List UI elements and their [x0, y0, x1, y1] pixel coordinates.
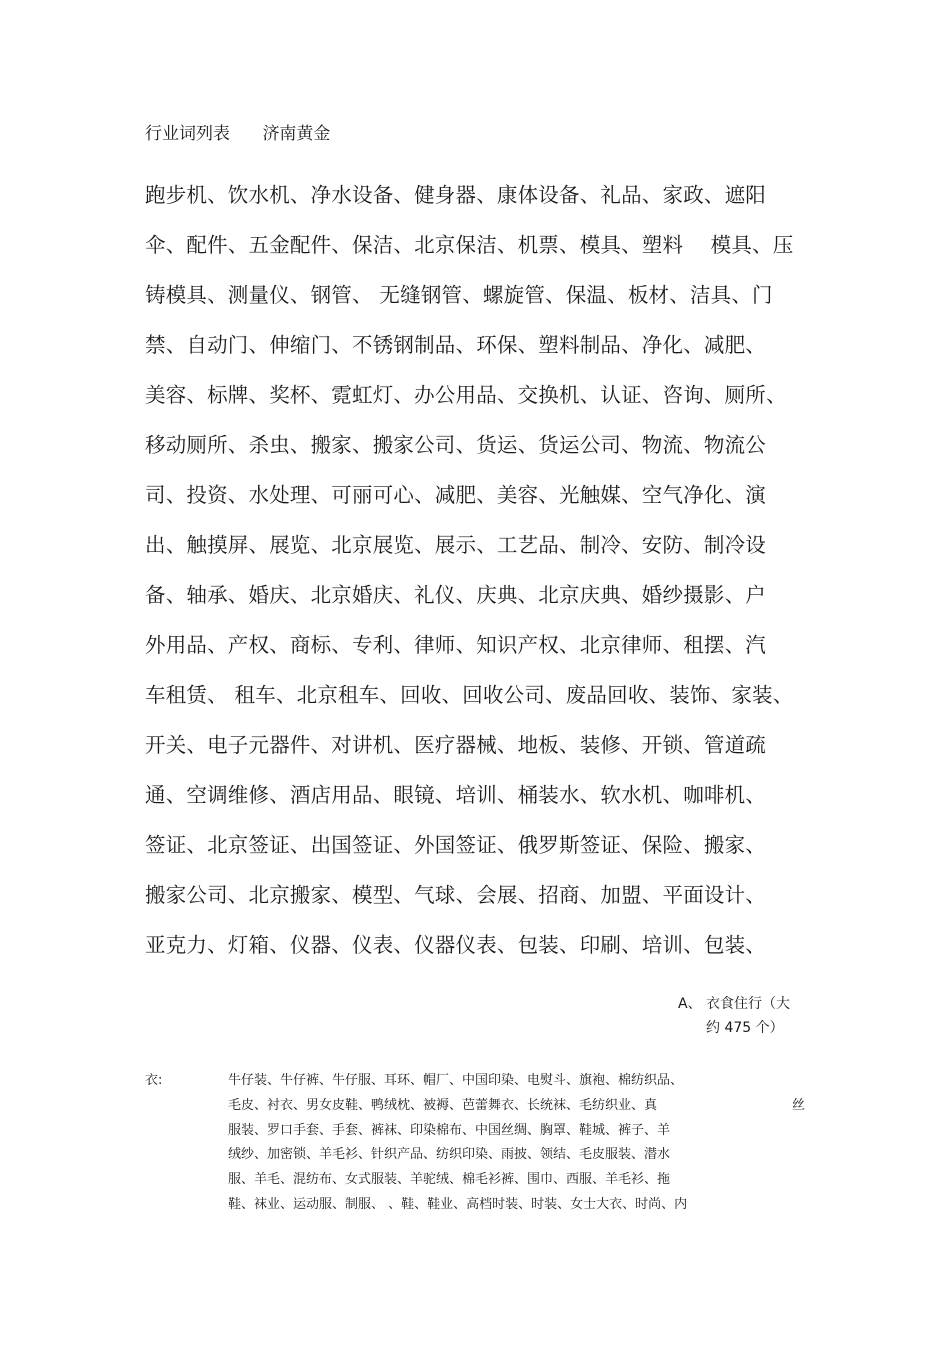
body-line: 车租赁、 租车、北京租车、回收、回收公司、废品回收、装饰、家装、: [145, 683, 794, 707]
category-line: 牛仔装、牛仔裤、牛仔服、耳环、帽厂、中国印染、电熨斗、旗袍、棉纺织品、: [228, 1073, 684, 1088]
section-heading: [678, 992, 808, 1040]
category-line: 服、羊毛、混纺布、女式服装、羊驼绒、棉毛衫裤、围巾、西服、羊毛衫、拖: [228, 1172, 671, 1187]
category-side-char: 丝: [792, 1098, 806, 1113]
body-line: 铸模具、测量仪、钢管、 无缝钢管、螺旋管、保温、板材、洁具、门: [145, 283, 773, 307]
category-line: 鞋、袜业、运动服、制服、 、鞋、鞋业、高档时装、时装、女士大衣、时尚、内: [228, 1197, 688, 1212]
header-company: 济南黄金: [262, 124, 331, 144]
body-line: 签证、北京签证、出国签证、外国签证、俄罗斯签证、保险、搬家、: [145, 833, 766, 857]
body-line: 司、投资、水处理、可丽可心、减肥、美容、光触媒、空气净化、演: [145, 483, 766, 507]
header-title: 行业词列表: [145, 124, 230, 144]
body-line: 禁、自动门、伸缩门、不锈钢制品、环保、塑料制品、净化、减肥、: [145, 333, 766, 357]
body-line: 出、触摸屏、展览、北京展览、展示、工艺品、制冷、安防、制冷设: [145, 533, 766, 557]
body-line: 外用品、产权、商标、专利、律师、知识产权、北京律师、租摆、汽: [145, 633, 766, 657]
body-line: 亚克力、灯箱、仪器、仪表、仪器仪表、包装、印刷、培训、包装、: [145, 933, 766, 957]
body-line: 跑步机、饮水机、净水设备、健身器、康体设备、礼品、家政、遮阳: [145, 183, 766, 207]
body-line: 开关、电子元器件、对讲机、医疗器械、地板、装修、开锁、管道疏: [145, 733, 766, 757]
page-header: [145, 119, 330, 144]
body-line: 移动厕所、杀虫、搬家、搬家公司、货运、货运公司、物流、物流公: [145, 433, 766, 457]
category-line: 服装、罗口手套、手套、裤袜、印染棉布、中国丝绸、胸罩、鞋城、裤子、羊: [228, 1123, 671, 1138]
category-line: 绒纱、加密锁、羊毛衫、针织产品、纺织印染、雨披、领结、毛皮服装、潜水: [228, 1147, 671, 1162]
section-heading-line1: A、 衣食住行（大: [678, 996, 791, 1012]
body-line: 通、空调维修、酒店用品、眼镜、培训、桶装水、软水机、咖啡机、: [145, 783, 766, 807]
body-line: 美容、标牌、奖杯、霓虹灯、办公用品、交换机、认证、咨询、厕所、: [145, 383, 787, 407]
body-line: 伞、配件、五金配件、保洁、北京保洁、机票、模具、塑料 模具、压: [145, 233, 794, 257]
category-line: 毛皮、衬衣、男女皮鞋、鸭绒枕、被褥、芭蕾舞衣、长统袜、毛纺织业、真: [228, 1098, 658, 1113]
body-line: 搬家公司、北京搬家、模型、气球、会展、招商、加盟、平面设计、: [145, 883, 766, 907]
body-line: 备、轴承、婚庆、北京婚庆、礼仪、庆典、北京庆典、婚纱摄影、户: [145, 583, 766, 607]
section-heading-line2: 约 475 个）: [706, 1020, 784, 1036]
category-label: 衣:: [145, 1073, 163, 1088]
